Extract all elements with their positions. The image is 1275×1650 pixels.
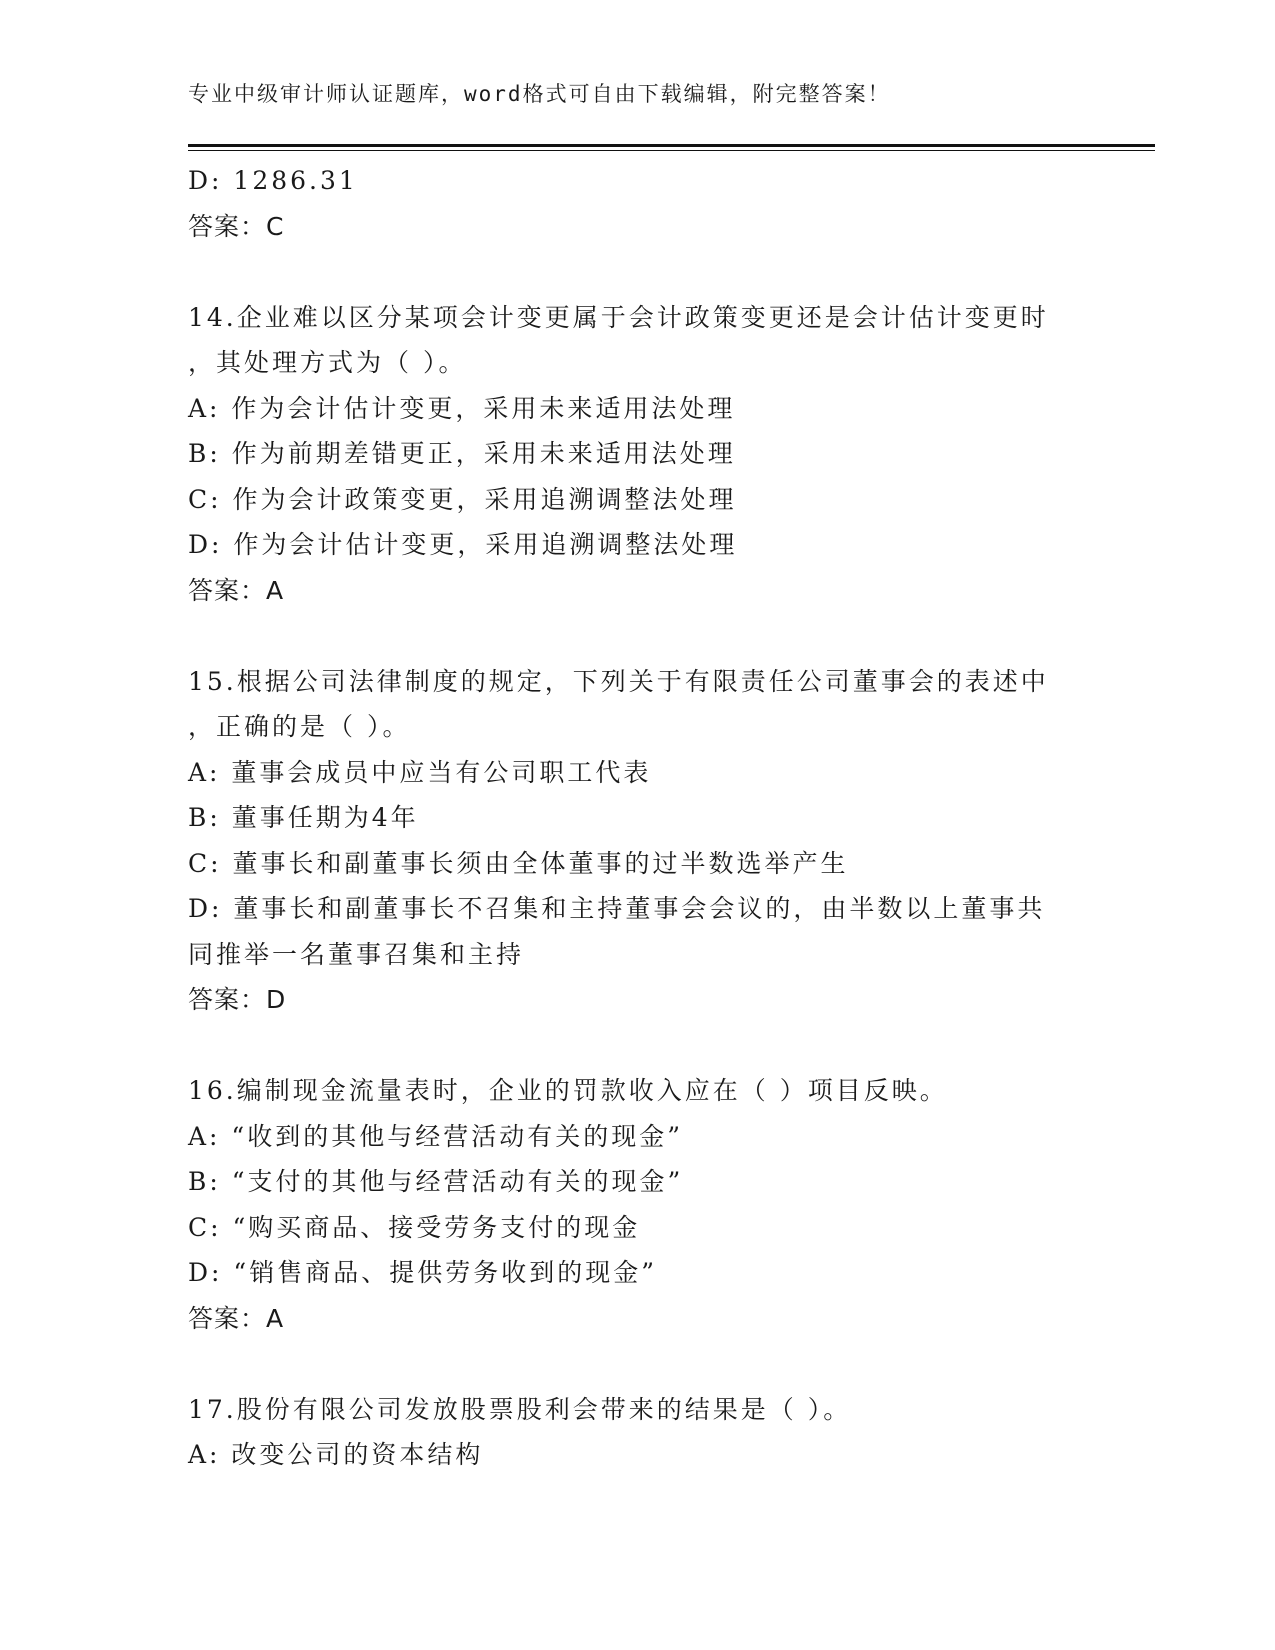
answer-line: 答案：A [188, 1303, 285, 1333]
header-rule-thin [188, 150, 1155, 151]
option-d: D: 1286.31 [188, 166, 358, 195]
question-stem: 15.根据公司法律制度的规定，下列关于有限责任公司董事会的表述中 [188, 666, 1049, 696]
option-a: A: 董事会成员中应当有公司职工代表 [188, 757, 652, 787]
question-stem: 14.企业难以区分某项会计变更属于会计政策变更还是会计估计变更时 [188, 302, 1049, 332]
spacer [188, 613, 1088, 659]
option-b: B: “支付的其他与经营活动有关的现金” [188, 1167, 684, 1196]
question-list [188, 158, 1088, 1478]
page-header: 专业中级审计师认证题库，word格式可自由下载编辑，附完整答案！ [188, 82, 891, 106]
option-c: C: 作为会计政策变更，采用追溯调整法处理 [188, 484, 737, 514]
option-c: C: “购买商品、接受劳务支付的现金 [188, 1212, 641, 1242]
question-stem: ，其处理方式为（ ）。 [188, 348, 467, 377]
spacer [188, 1341, 1088, 1387]
option-d: D: 作为会计估计变更，采用追溯调整法处理 [188, 530, 738, 559]
question-stem: 16.编制现金流量表时，企业的罚款收入应在（ ）项目反映。 [188, 1076, 948, 1105]
option-d: D: “销售商品、提供劳务收到的现金” [188, 1258, 657, 1287]
option-a: A: “收到的其他与经营活动有关的现金” [188, 1121, 683, 1151]
spacer [188, 249, 1088, 295]
option-b: B: 作为前期差错更正，采用未来适用法处理 [188, 439, 736, 468]
answer-line: 答案：A [188, 575, 285, 605]
option-b: B: 董事任期为4年 [188, 803, 419, 832]
option-a: A: 改变公司的资本结构 [188, 1440, 484, 1469]
option-d-continued: 同推举一名董事召集和主持 [188, 939, 525, 969]
answer-line: 答案：C [188, 211, 285, 241]
spacer [188, 1023, 1088, 1069]
option-c: C: 董事长和副董事长须由全体董事的过半数选举产生 [188, 848, 849, 878]
answer-line: 答案：D [188, 985, 287, 1014]
header-rule-thick [188, 144, 1155, 147]
option-a: A: 作为会计估计变更，采用未来适用法处理 [188, 393, 736, 423]
question-stem: ，正确的是（ ）。 [188, 712, 411, 741]
option-d: D: 董事长和副董事长不召集和主持董事会会议的，由半数以上董事共 [188, 894, 1046, 923]
question-stem: 17.股份有限公司发放股票股利会带来的结果是（ ）。 [188, 1394, 852, 1424]
